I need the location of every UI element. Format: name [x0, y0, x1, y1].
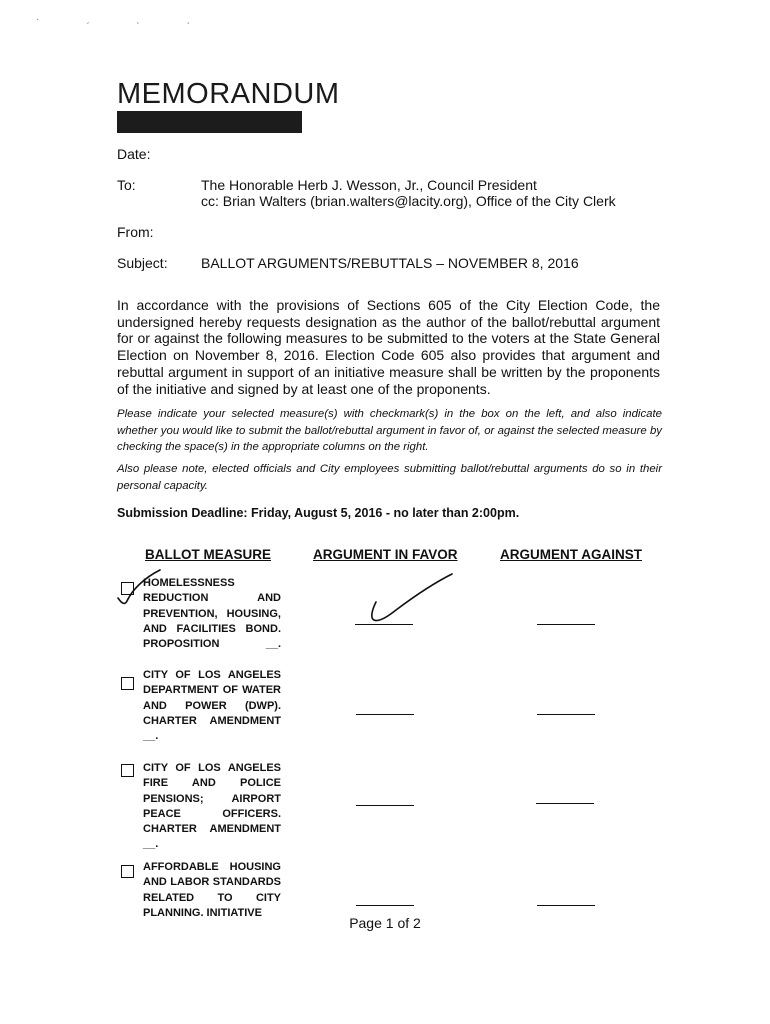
to-cc: cc: Brian Walters (brian.walters@lacity.org), Office of the City Clerk: [201, 193, 616, 209]
measure-2-against-blank[interactable]: [537, 714, 595, 715]
measure-1-against-blank[interactable]: [537, 624, 595, 625]
measure-3-checkbox[interactable]: [121, 764, 134, 777]
subject-label: Subject:: [117, 255, 168, 271]
measure-4-favor-blank[interactable]: [356, 905, 414, 906]
redacted-block: [117, 111, 302, 133]
header-ballot-measure: BALLOT MEASURE: [145, 547, 271, 562]
body-paragraph: In accordance with the provisions of Sections 605 of the City Election Code, the undersigned hereby requests designation as the author of the ballot/rebuttal argument for or against the following measures to be submitted to the voters at the State General Election on November 8, 2016. Election Code 605 also provides that argument and rebuttal argument in support of an initiative measure shall be written by the proponents of the initiative and signed by at least one of the proponents.: [117, 297, 660, 397]
header-argument-in-favor: ARGUMENT IN FAVOR: [313, 547, 458, 562]
measure-4-checkbox[interactable]: [121, 865, 134, 878]
measure-3-against-blank[interactable]: [536, 803, 594, 804]
scan-specks: · ˏ ˎ ˏ: [36, 14, 212, 25]
measure-1-favor-checkmark-icon: [362, 572, 458, 626]
to-label: To:: [117, 177, 136, 193]
measure-4-description: AFFORDABLE HOUSING AND LABOR STANDARDS RELATED TO CITY PLANNING. INITIATIVE: [143, 861, 281, 919]
date-label: Date:: [117, 146, 151, 162]
measure-3-favor-blank[interactable]: [356, 805, 414, 806]
subject-text: BALLOT ARGUMENTS/REBUTTALS – NOVEMBER 8, 2016: [201, 255, 579, 271]
memo-title: MEMORANDUM: [117, 78, 340, 110]
page-number: Page 1 of 2: [349, 915, 421, 931]
measure-4-against-blank[interactable]: [537, 905, 595, 906]
measure-2-description: CITY OF LOS ANGELES DEPARTMENT OF WATER AND POWER (DWP). CHARTER AMENDMENT __.: [143, 669, 281, 743]
measure-1-description: HOMELESSNESS REDUCTION AND PREVENTION, HOUSING, AND FACILITIES BOND. PROPOSITION __.: [143, 577, 281, 651]
to-recipient: The Honorable Herb J. Wesson, Jr., Council President: [201, 177, 537, 193]
capacity-note: Also please note, elected officials and City employees submitting ballot/rebuttal arguments do so in their personal capacity.: [117, 463, 662, 492]
measure-2-favor-blank[interactable]: [356, 714, 414, 715]
submission-deadline: Submission Deadline: Friday, August 5, 2016 - no later than 2:00pm.: [117, 506, 520, 520]
measure-3-description: CITY OF LOS ANGELES FIRE AND POLICE PENSIONS; AIRPORT PEACE OFFICERS. CHARTER AMENDMENT __.: [143, 762, 281, 851]
from-label: From:: [117, 224, 154, 240]
measure-2-checkbox[interactable]: [121, 677, 134, 690]
instruction-note: Please indicate your selected measure(s) with checkmark(s) in the box on the left, and also indicate whether you would like to submit the ballot/rebuttal argument in favor of, or against the selected measure by checking the space(s) in the appropriate columns on the right.: [117, 408, 662, 453]
header-argument-against: ARGUMENT AGAINST: [500, 547, 642, 562]
